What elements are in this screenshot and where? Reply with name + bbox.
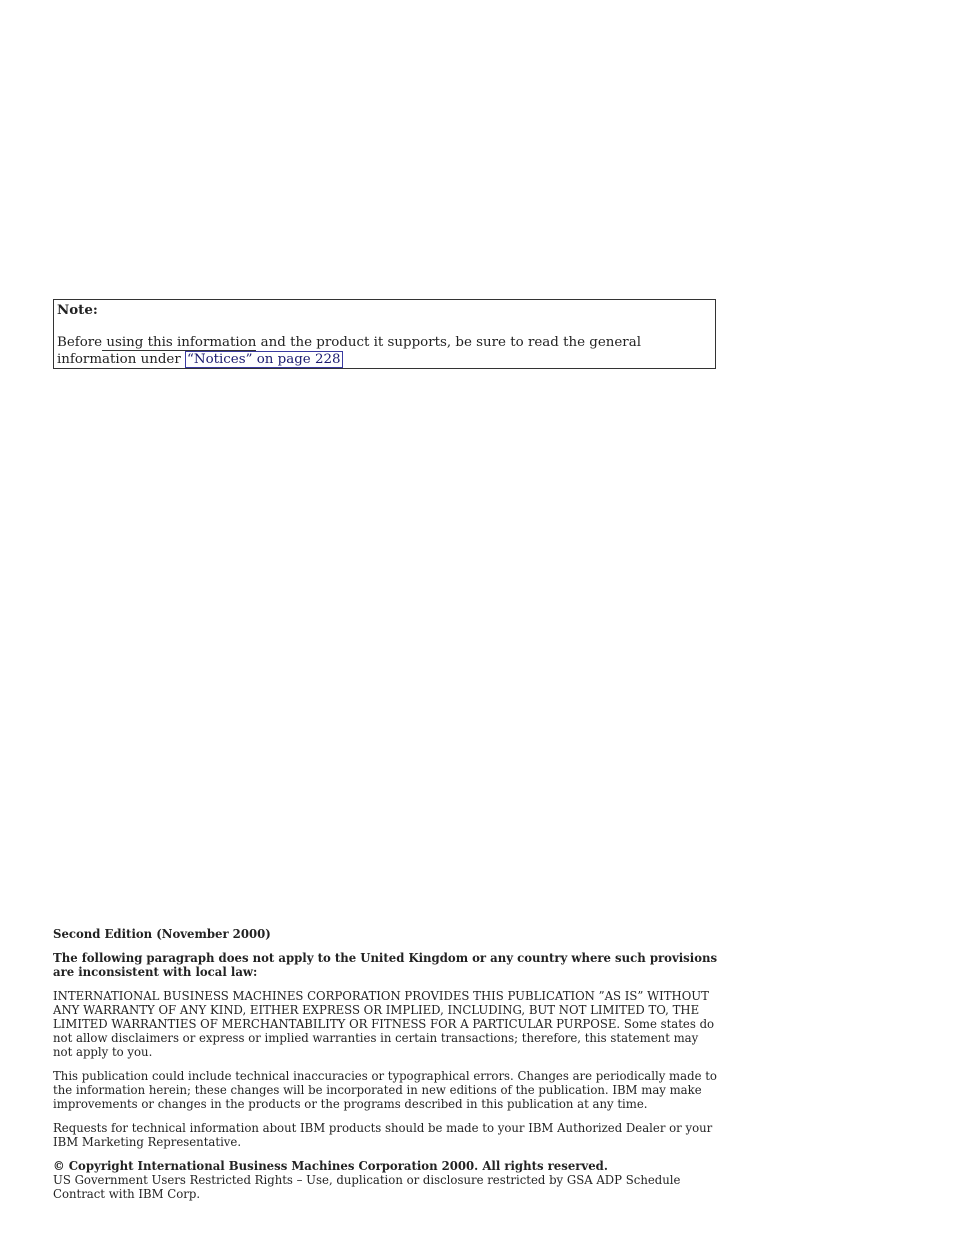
note-text-before: Before	[57, 335, 103, 350]
edition-notices	[53, 927, 721, 1201]
errors-paragraph: This publication could include technical inaccuracies or typographical errors. Changes are periodically made to the information herein; these changes will be incorporated in new editions of the publication. IBM may make improvements or changes in the products or the programs described in this publication at any time.	[53, 1069, 717, 1111]
notices-link[interactable]: “Notices” on page 228	[187, 352, 341, 367]
copyright-line: © Copyright International Business Machines Corporation 2000. All rights reserved.	[53, 1159, 608, 1173]
restricted-rights: US Government Users Restricted Rights – Use, duplication or disclosure restricted by GSA ADP Schedule Contract with IBM Corp.	[53, 1173, 681, 1201]
note-text	[57, 334, 711, 368]
warranty-paragraph: INTERNATIONAL BUSINESS MACHINES CORPORATION PROVIDES THIS PUBLICATION ”AS IS” WITHOUT ANY WARRANTY OF ANY KIND, EITHER EXPRESS OR IMPLIED, INCLUDING, BUT NOT LIMITED TO, THE LIMITED WARRANTIES OF MERCHANTABILITY OR FITNESS FOR A PARTICULAR PURPOSE. Some states do not allow disclaimers or express or implied warranties in certain transactions; therefore, this statement may not apply to you.	[53, 989, 715, 1059]
note-box	[53, 299, 716, 369]
requests-paragraph: Requests for technical information about IBM products should be made to your IBM Authorized Dealer or your IBM Marketing Representative.	[53, 1121, 713, 1149]
edition-heading: Second Edition (November 2000)	[53, 927, 271, 941]
note-title: Note:	[57, 302, 98, 318]
uk-notice: The following paragraph does not apply to the United Kingdom or any country where such provisions are inconsistent with local law:	[53, 951, 718, 979]
note-text-underlined: using this information	[102, 335, 257, 350]
note-text-after: and the product it supports, be sure to read the general information under	[57, 335, 641, 367]
